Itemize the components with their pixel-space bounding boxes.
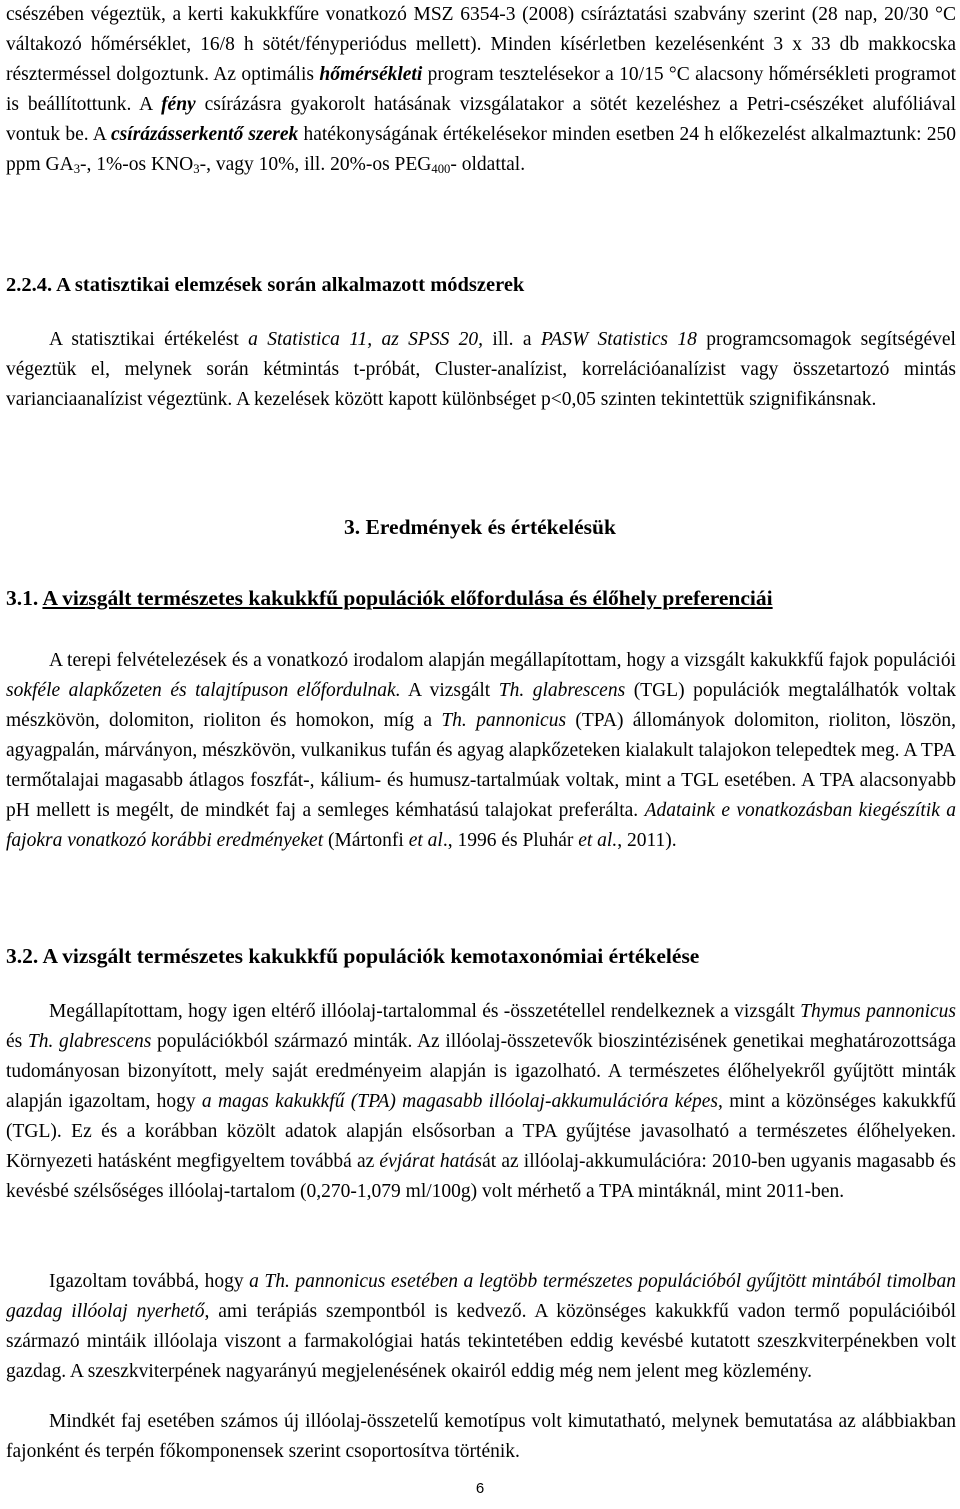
text-run: program tesztelésekor a 10/15 °C alacsony hőmérsékleti programot is beállítottunk. A [6,64,957,115]
chemotaxonomy-paragraph [6,997,956,1207]
thymol-paragraph [6,1267,956,1387]
section-number: 3.2. [6,944,39,968]
subscript: 3 [73,162,81,177]
emphasis-light: fény [161,94,196,115]
species-name: Th. glabrescens [27,1031,152,1052]
text-run: át az illóolaj-akkumulációra: 2010-ben ugyanis magasabb és kevésbé szélsőséges illóolaj-tartalom (0,270-1,079 ml/100g) volt mérhető a TPA mintáknál, mint 2011-ben. [6,1151,956,1202]
text-run: , 2011). [617,830,677,851]
text-run: programcsomagok segítségével végeztük el, melynek során kétmintás t-próbát, Cluster-analízist, korrelációanalízist vagy összetartozó mintás varianciaanalízist végeztünk. A kezelések között kapott különbséget p<0,05 szinten tekintettük szignifikánsnak. [6,329,956,410]
section-title: A statisztikai elemzések során alkalmazott módszerek [56,274,525,296]
species-name: Thymus pannonicus [800,1001,956,1022]
text-run: , ami terápiás szempontból is kedvező. A közönséges kakukkfű vadon termő populációiból származó mintáik illóolaja viszont a farmakológiai hatás tekintetében eddig kevésbé kutatott szeszkviterpénekben volt gazdag. A szeszkviterpének nagyarányú megjelenésének okairól eddig még nem jelent meg közlemény. [6,1301,956,1382]
section-heading-3-2 [6,942,956,970]
section-title: A vizsgált természetes kakukkfű populációk kemotaxonómiai értékelése [42,944,700,968]
species-name: Th. pannonicus [441,710,567,731]
section-heading-3-1 [6,584,956,612]
text-run: (TPA) állományok dolomiton, rioliton, löszön, agyagpalán, márványon, mészkövön, vulkanikus tufán és agyag alapkőzeteken kialakult talajokon telepedtek meg. A TPA termőtalajai magasabb átlagos foszfát-, kálium- és humusz-tartalmúak voltak, mint a TGL esetében. A TPA alacsonyabb pH mellett is megélt, de mindkét faj a semleges kémhatású talajokat preferálta. [6,710,956,821]
text-run: (Mártonfi [323,830,409,851]
software-names: a Statistica 11, az SPSS 20, [248,329,484,350]
chapter-heading: 3. Eredmények és értékelésük [344,515,616,539]
text-run: hatékonyságának értékelésekor minden esetben 24 h előkezelést alkalmaztunk: 250 ppm GA [6,124,956,175]
text-run: Igazoltam továbbá, hogy [49,1271,250,1292]
text-run: csészében végeztük, a kerti kakukkfűre vonatkozó MSZ 6354-3 (2008) csíráztatási szabvány szerint (28 nap, 20/30 °C váltakozó hőmérséklet, 16/8 h sötét/fényperiódus mellett). Minden kísérletben kezelésenként 3 x 33 db makkocska részterméssel dolgoztunk. Az optimális [6,4,956,85]
text-run: Mindkét faj esetében számos új illóolaj-összetelű kemotípus volt kimutatható, melynek bemutatása az alábbiakban fajonként és terpén főkomponensek szerint csoportosítva történik. [6,1411,956,1462]
text-run: Megállapítottam, hogy igen eltérő illóolaj-tartalommal és -összetétellel rendelkeznek a vizsgált [49,1001,801,1022]
text-run: A statisztikai értékelést [49,329,249,350]
emphasis: a Th. pannonicus esetében a legtöbb természetes populációból gyűjtött mintából timolban gazdag illóolaj nyerhető [6,1271,956,1322]
text-run: (TGL) populációk megtalálhatók voltak mészkövön, dolomiton, rioliton és homokon, míg a [6,680,956,731]
subscript: 3 [193,162,200,177]
emphasis-temperature: hőmérsékleti [319,64,423,85]
software-name: PASW Statistics 18 [540,329,697,350]
citation-etal: et al [408,830,443,851]
section-number: 3.1. [6,586,39,610]
text-run: A terepi felvételezések és a vonatkozó irodalom alapján megállapítottam, hogy a vizsgált kakukkfű fajok populációi [49,650,956,671]
text-run: ill. a [483,329,541,350]
section-title: A vizsgált természetes kakukkfű populációk előfordulása és élőhely preferenciái [42,586,773,610]
chemotype-paragraph [6,1407,956,1467]
emphasis: a magas kakukkfű (TPA) magasabb illóolaj-akkumulációra képes [201,1091,719,1112]
emphasis: évjárat hatás [379,1151,483,1172]
text-run: -, 1%-os KNO [80,154,194,175]
habitat-paragraph [6,646,956,856]
citation-etal: et al. [578,830,618,851]
text-run: populációkból származó minták. Az illóolaj-összetevők bioszintézisének genetikai meghatározottsága tudományosan bizonyított, mely saját eredményeim alapján is igazolható. A természetes élőhelyekről gyűjtött minták alapján igazoltam, hogy [6,1031,956,1112]
species-name: Th. glabrescens [498,680,626,701]
page-number: 6 [475,1480,485,1497]
section-heading-2-2-4 [6,271,524,299]
text-run: -, vagy 10%, ill. 20%-os PEG [199,154,432,175]
text-run: csírázásra gyakorolt hatásának vizsgálatakor a sötét kezeléshez a Petri-csészéket alufóliával vontuk be. A [6,94,956,145]
text-run: - oldattal. [450,154,526,175]
methods-paragraph [6,0,956,180]
text-run: , mint a közönséges kakukkfű (TGL). Ez és a korábban közölt adatok alapján elsősorban a TPA gyűjtése javasolható a természetes élőhelyeken. Környezeti hatásként megfigyeltem továbbá az [6,1091,956,1172]
subscript: 400 [431,162,451,177]
text-run: ., 1996 és Pluhár [442,830,579,851]
text-run: és [6,1031,28,1052]
statistics-paragraph [6,325,956,415]
emphasis: Adataink e vonatkozásban kiegészítik a fajokra vonatkozó korábbi eredményeket [6,800,957,851]
emphasis-germination-agents: csírázásserkentő szerek [111,124,299,145]
emphasis: sokféle alapkőzeten és talajtípuson előfordulnak. [6,680,401,701]
section-number: 2.2.4. [6,274,53,296]
text-run: A vizsgált [400,680,499,701]
